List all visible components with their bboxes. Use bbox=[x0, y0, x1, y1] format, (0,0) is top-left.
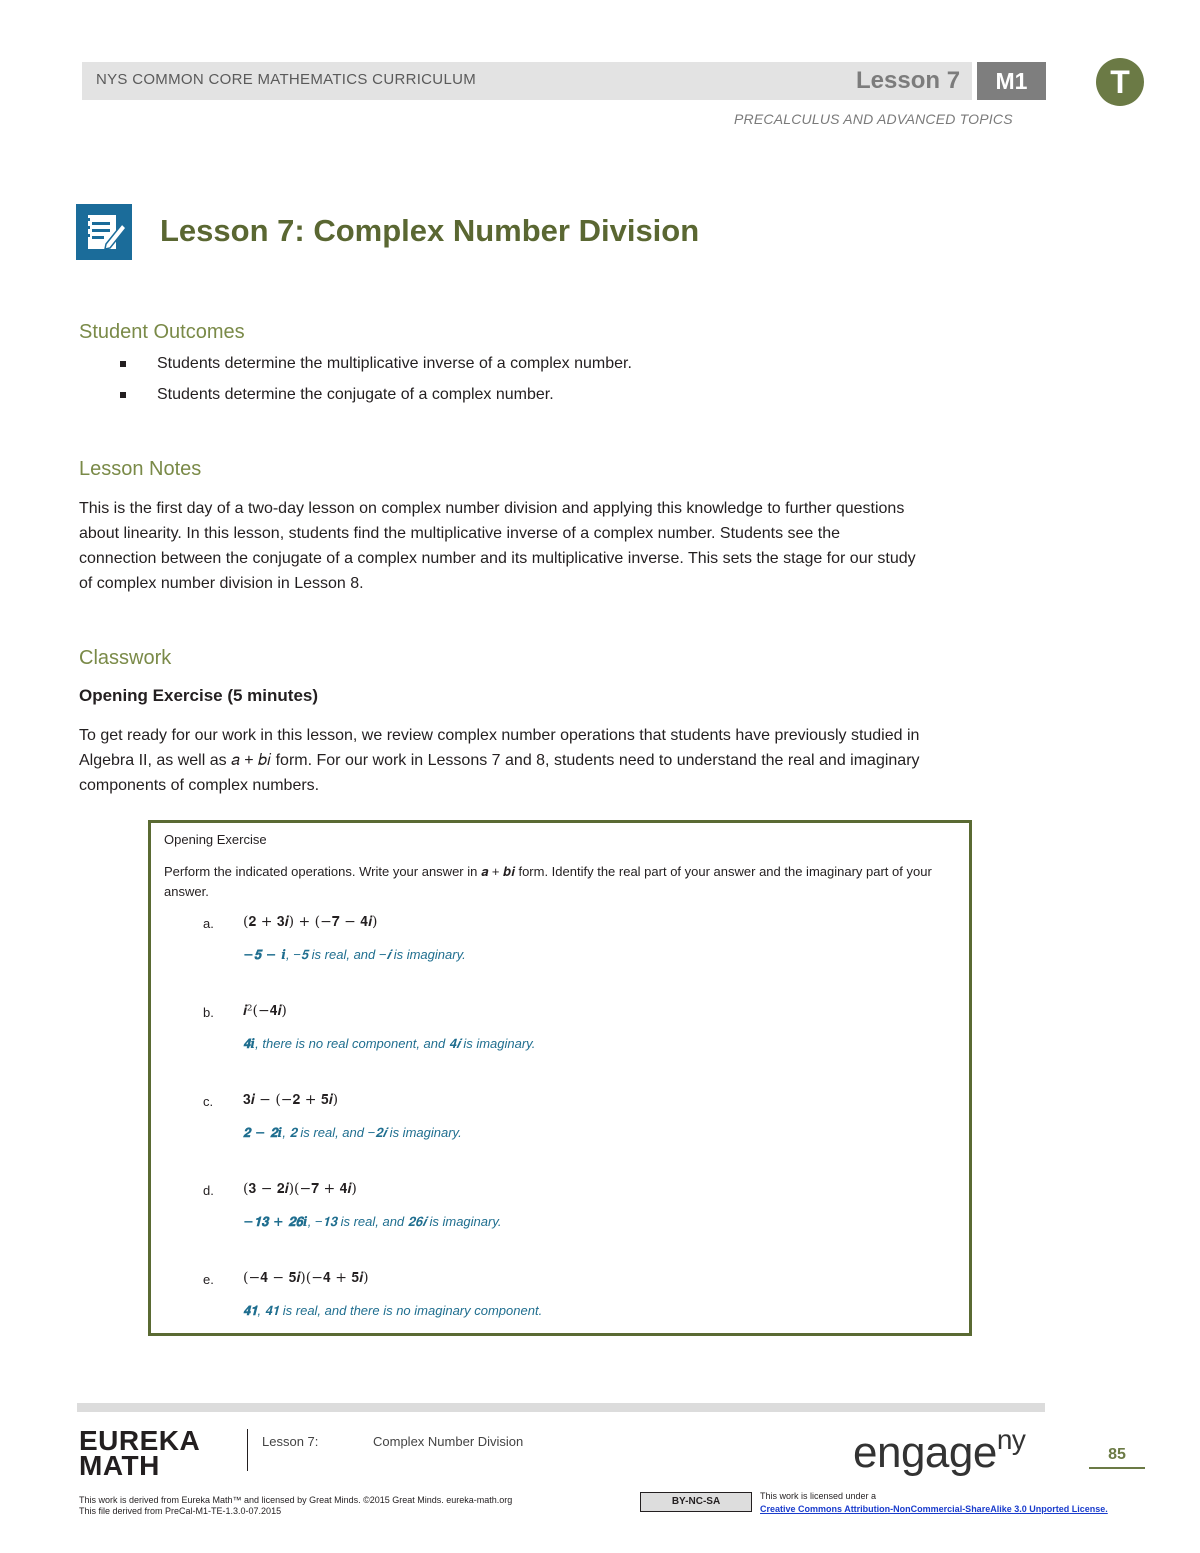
module-badge: M1 bbox=[977, 62, 1046, 100]
eureka-math-logo: EUREKA MATH bbox=[79, 1425, 201, 1481]
item-question: 𝒊²(−𝟒𝒊) bbox=[243, 1003, 287, 1019]
item-letter: e. bbox=[203, 1272, 214, 1287]
lesson-notes-text: This is the first day of a two-day lesson on complex number division and applying this knowledge to further questions about linearity. In this lesson, students find the multiplicative inverse of a complex number. Students see the connection between the conjugate of a complex number and its multiplicative inverse. This sets the stage for our study of complex number division in Lesson 8. bbox=[79, 500, 916, 592]
course-label: PRECALCULUS AND ADVANCED TOPICS bbox=[734, 111, 1013, 127]
credit-text: This work is derived from Eureka Math™ and licensed by Great Minds. ©2015 Great Minds. eureka-math.org This file derived from PreCal-M1-TE-1.3.0-07.2015 bbox=[79, 1495, 513, 1516]
bullet-icon bbox=[120, 392, 126, 398]
lesson-notes-heading: Lesson Notes bbox=[79, 458, 202, 480]
footer-lesson-name: Complex Number Division bbox=[373, 1434, 524, 1449]
bullet-icon bbox=[120, 361, 126, 367]
student-outcomes-heading: Student Outcomes bbox=[79, 321, 245, 343]
item-letter: d. bbox=[203, 1183, 214, 1198]
item-answer: −𝟏𝟑 + 𝟐𝟔𝒊, −𝟏𝟑 is real, and 𝟐𝟔𝒊 is imaginary. bbox=[243, 1214, 502, 1230]
exercise-title: Opening Exercise bbox=[164, 832, 267, 847]
opening-exercise-heading: Opening Exercise (5 minutes) bbox=[79, 686, 319, 705]
item-answer: 𝟐 − 𝟐𝒊, 𝟐 is real, and −𝟐𝒊 is imaginary. bbox=[243, 1125, 462, 1141]
item-question: 𝟑𝒊 − (−𝟐 + 𝟓𝒊) bbox=[243, 1092, 339, 1108]
cc-license-badge: BY-NC-SA bbox=[640, 1492, 752, 1512]
lesson-notebook-icon bbox=[76, 204, 132, 260]
page-number: 85 bbox=[1108, 1446, 1126, 1463]
item-question: (𝟐 + 𝟑𝒊) + (−𝟕 − 𝟒𝒊) bbox=[243, 914, 378, 930]
footer-lesson: Lesson 7: bbox=[262, 1434, 319, 1449]
lesson-label: Lesson 7 bbox=[856, 67, 961, 94]
engageny-logo: engage$^{ny}$ bbox=[853, 1424, 1026, 1477]
classwork-text: To get ready for our work in this lesson, we review complex number operations that students have previously studied in Algebra II, as well as 𝑎 + 𝑏𝑖 form. For our work in Lessons 7 and 8, students need to understand the real and imaginary components of complex numbers. bbox=[79, 727, 920, 794]
item-answer: −𝟓 − 𝒊, −𝟓 is real, and −𝒊 is imaginary. bbox=[243, 947, 466, 963]
item-answer: 𝟒𝒊, there is no real component, and 𝟒𝒊 is imaginary. bbox=[243, 1036, 536, 1052]
page-number-underline bbox=[1089, 1467, 1145, 1469]
item-letter: b. bbox=[203, 1005, 214, 1020]
item-letter: a. bbox=[203, 916, 214, 931]
item-question: (𝟑 − 𝟐𝒊)(−𝟕 + 𝟒𝒊) bbox=[243, 1181, 357, 1197]
classwork-heading: Classwork bbox=[79, 647, 172, 669]
item-question: (−𝟒 − 𝟓𝒊)(−𝟒 + 𝟓𝒊) bbox=[243, 1270, 369, 1286]
curriculum-label: NYS COMMON CORE MATHEMATICS CURRICULUM bbox=[96, 71, 477, 88]
license-link[interactable]: Creative Commons Attribution-NonCommercial-ShareAlike 3.0 Unported License. bbox=[760, 1504, 1108, 1514]
footer-divider bbox=[247, 1429, 248, 1471]
page-title: Lesson 7: Complex Number Division bbox=[160, 213, 700, 248]
item-answer: 𝟒𝟏, 𝟒𝟏 is real, and there is no imaginary component. bbox=[243, 1303, 543, 1319]
footer-bar bbox=[77, 1403, 1045, 1412]
license-text: This work is licensed under a Creative Commons Attribution-NonCommercial-ShareAlike 3.0 Unported License. bbox=[760, 1491, 1108, 1514]
item-letter: c. bbox=[203, 1094, 214, 1109]
exercise-prompt: Perform the indicated operations. Write your answer in 𝒂 + 𝒃𝒊 form. Identify the real part of your answer and the imaginary part of your answer. bbox=[164, 864, 932, 899]
teacher-badge: T bbox=[1096, 58, 1144, 106]
